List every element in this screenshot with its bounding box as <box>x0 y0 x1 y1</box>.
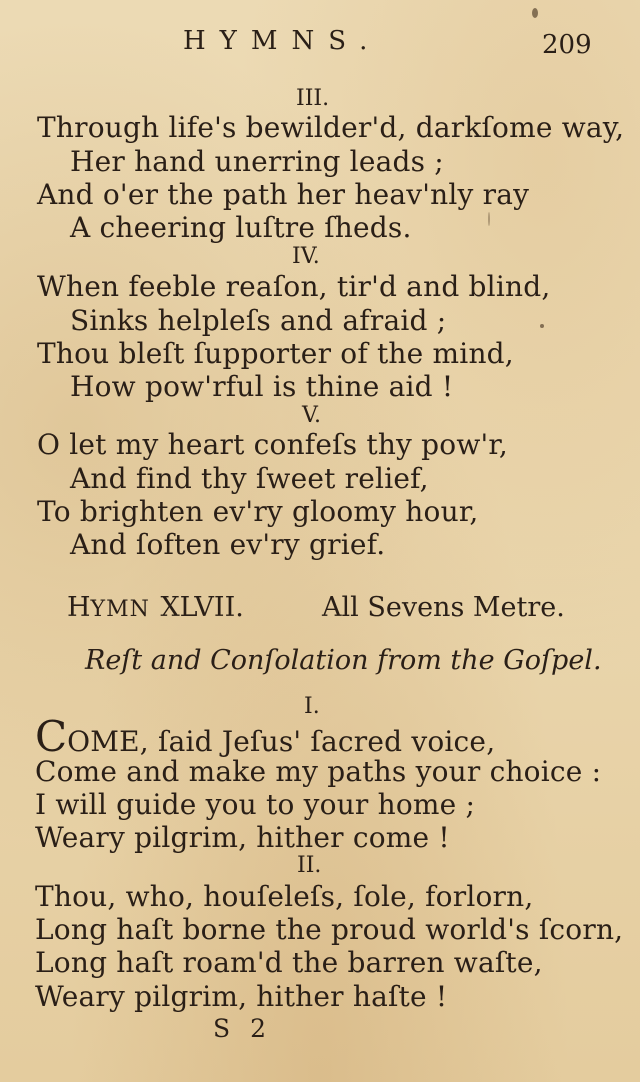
hymn-subtitle: Reſt and Conſolation from the Goſpel. <box>85 645 602 676</box>
verse-line: And ſoften ev'ry grief. <box>70 528 386 561</box>
verse-line: A cheering luſtre ſheds. <box>70 211 412 244</box>
paper-speck <box>540 324 544 328</box>
verse-line: Her hand unerring leads ; <box>70 145 444 178</box>
hymn-heading-cap: H <box>67 592 91 623</box>
stanza-numeral: V. <box>302 403 322 428</box>
first-line-rest: ſaid Jeſus' ſacred voice, <box>148 725 496 758</box>
verse-line: And find thy ſweet relief, <box>70 462 429 495</box>
verse-line-first <box>35 712 495 761</box>
verse-line: Weary pilgrim, hither come ! <box>35 821 450 854</box>
verse-line: Come and make my paths your choice : <box>35 755 602 788</box>
stanza-numeral: II. <box>297 853 322 878</box>
verse-line: How pow'rful is thine aid ! <box>70 370 454 403</box>
verse-line: Thou, who, houſeleſs, ſole, forlorn, <box>35 880 534 913</box>
hymn-heading-rest: YMN <box>90 597 150 622</box>
verse-line: I will guide you to your home ; <box>35 788 476 821</box>
stanza-numeral: III. <box>296 86 330 111</box>
initial-capital: C <box>35 712 68 761</box>
verse-line: And o'er the path her heav'nly ray <box>37 178 530 211</box>
stanza-numeral: I. <box>304 694 320 719</box>
stanza-numeral: IV. <box>292 244 320 269</box>
page-number: 209 <box>542 30 592 60</box>
signature-mark: S 2 <box>213 1014 272 1043</box>
verse-line: Long haſt roam'd the barren waſte, <box>35 946 543 979</box>
paper-speck <box>532 8 538 18</box>
running-head: HYMNS. <box>183 26 382 56</box>
verse-line: Weary pilgrim, hither haſte ! <box>35 980 448 1013</box>
verse-line: Long haſt borne the proud world's ſcorn, <box>35 913 624 946</box>
hymn-number: XLVII. <box>160 592 244 623</box>
verse-line: Thou bleſt ſupporter of the mind, <box>37 337 514 370</box>
hymn-metre: All Sevens Metre. <box>322 592 565 623</box>
verse-line: When feeble reaſon, tir'd and blind, <box>37 270 551 303</box>
paper-speck <box>488 212 490 226</box>
verse-line: To brighten ev'ry gloomy hour, <box>37 495 479 528</box>
verse-line: Sinks helpleſs and afraid ; <box>70 304 447 337</box>
verse-line: Through life's bewilder'd, darkſome way, <box>37 111 625 144</box>
first-word-rest: OME, <box>67 725 149 758</box>
hymn-heading <box>67 592 244 623</box>
verse-line: O let my heart confeſs thy pow'r, <box>37 428 509 461</box>
